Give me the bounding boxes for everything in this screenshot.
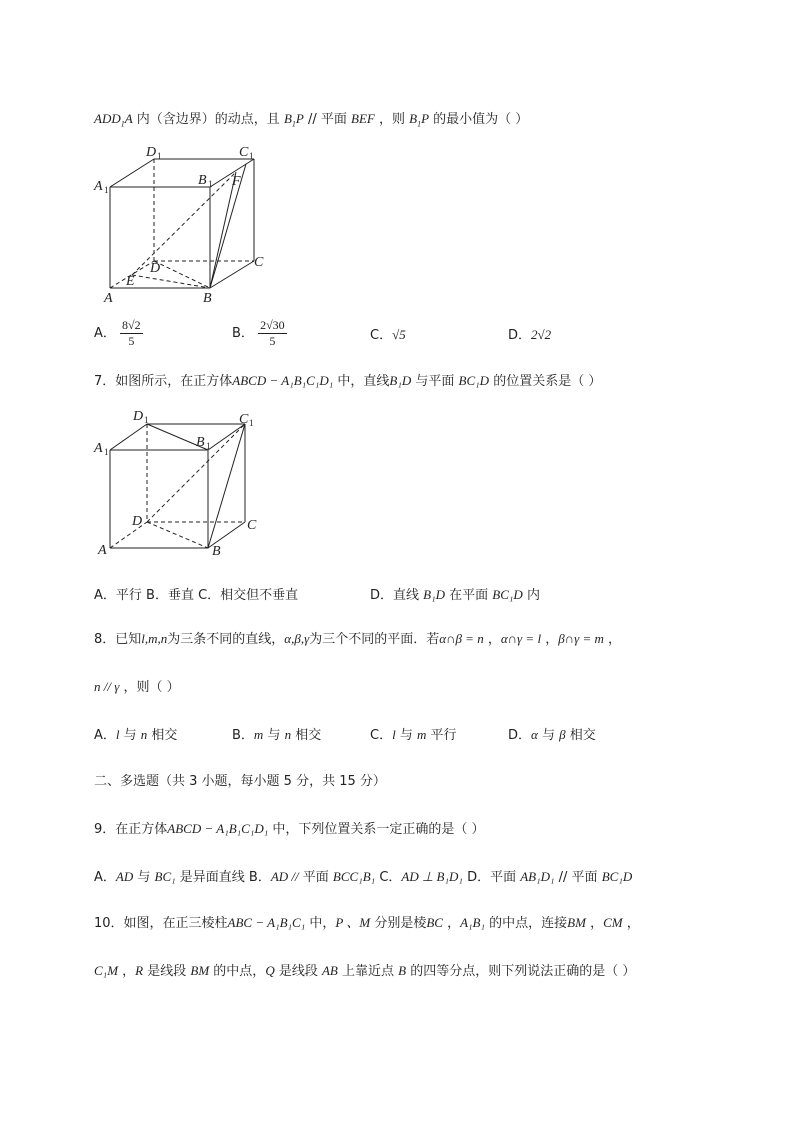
q8-cond3: β∩γ = m [558, 631, 604, 646]
fig2-sub-d1: 1 [144, 415, 149, 425]
fig2-sub-b1: 1 [206, 441, 211, 451]
q9-stem: 9．在正方体ABCD − A₁B₁C₁D₁ 中，下列位置关系一定正确的是（ ） [94, 821, 485, 837]
q8-planes: α,β,γ [284, 631, 310, 646]
q8-option-b[interactable]: B．m 与 n 相交 [232, 727, 322, 743]
fig1-label-b1: B [198, 173, 207, 188]
fig1-label-a1: A [94, 179, 103, 194]
q6-option-b[interactable]: B． $\frac{2√30}{5}$ [232, 318, 285, 348]
q6-option-a-fraction: $\frac{8√2}{5}$ [122, 318, 141, 348]
q7-plane: BC₁D [458, 373, 490, 388]
q9-cube: ABCD − A₁B₁C₁D₁ [167, 821, 269, 836]
q6-option-d[interactable]: D．2√2 [508, 327, 552, 343]
fig2-label-d1: D [133, 409, 144, 424]
fig2-sub-a1: 1 [104, 447, 109, 457]
q6-b1p-2: $B_1P$ [409, 111, 430, 129]
fig2-label-b: B [212, 544, 221, 559]
q8-cond1: α∩β = n [439, 631, 484, 646]
q6-cube-figure [92, 140, 282, 306]
q8-cond2: α∩γ = l [500, 631, 542, 646]
fig1-label-d1: D [146, 145, 157, 160]
fig1-label-c: C [254, 255, 264, 270]
q6-b1p: $B_1P$ [283, 111, 304, 129]
q8-option-c[interactable]: C．l 与 m 平行 [370, 727, 457, 743]
q6-option-b-fraction: $\frac{2√30}{5}$ [260, 318, 285, 348]
fig1-label-f: F [232, 174, 241, 189]
fig1-label-c1: C [239, 145, 249, 160]
q6-stem [94, 108, 528, 129]
q7-stem: 7．如图所示，在正方体ABCD − A₁B₁C₁D₁ 中，直线B₁D 与平面 BC₁D 的位置关系是（ ） [94, 373, 602, 389]
fig1-label-e: E [126, 274, 135, 289]
fig2-label-b1: B [196, 435, 205, 450]
q8-option-a[interactable]: A．l 与 n 相交 [94, 727, 178, 743]
fig2-sub-c1: 1 [249, 418, 254, 428]
q6-then: ，则 [374, 112, 410, 127]
q6-stem-math-add1a: $ADD_1A$ [94, 111, 133, 129]
q7-option-d[interactable]: D．直线 B₁D 在平面 BC₁D 内 [370, 587, 540, 603]
fig1-sub-b1: 1 [208, 179, 213, 189]
q6-option-c[interactable]: C．√5 [370, 327, 406, 343]
section2-title: 二、多选题（共 3 小题，每小题 5 分，共 15 分） [94, 774, 386, 789]
q9-options[interactable]: A．AD 与 BC₁ 是异面直线 B．AD // 平面 BCC₁B₁ C．AD ⊥ B₁D₁ D．平面 AB₁D₁ // 平面 BC₁D [94, 869, 633, 885]
q8-stem: 8．已知l,m,n为三条不同的直线，α,β,γ为三个不同的平面．若α∩β = n ，α∩γ = l ，β∩γ = m ， [94, 631, 621, 647]
q6-stem-text: 内（含边界）的动点，且 [132, 112, 284, 127]
q8-option-d[interactable]: D．α 与 β 相交 [508, 727, 596, 743]
fig2-label-a1: A [94, 441, 103, 456]
fig1-sub-a1: 1 [104, 185, 109, 195]
q10-stem: 10．如图，在正三棱柱ABC − A₁B₁C₁ 中，P 、M 分别是棱BC ，A₁B₁ 的中点，连接BM ，CM ， [94, 915, 640, 931]
fig1-sub-d1: 1 [157, 151, 162, 161]
fig2-label-c: C [247, 518, 257, 533]
q6-option-a[interactable]: A． $\frac{8√2}{5}$ [94, 318, 141, 348]
q6-parallel-text: // 平面 [303, 112, 352, 127]
q6-bef: BEF [351, 111, 375, 126]
fig1-label-a: A [104, 291, 113, 306]
q7-cube-figure [92, 404, 272, 560]
fig2-label-d: D [132, 514, 143, 529]
fig1-label-b: B [203, 291, 212, 306]
q6-stem-tail: 的最小值为（ ） [429, 112, 529, 127]
q10-stem-line2: C₁M ，R 是线段 BM 的中点，Q 是线段 AB 上靠近点 B 的四等分点，则下列说法正确的是（ ） [94, 963, 636, 979]
fig2-label-a: A [98, 543, 107, 558]
q7-options-abc[interactable]: A．平行 B．垂直 C．相交但不垂直 [94, 588, 299, 603]
fig1-sub-c1: 1 [249, 151, 254, 161]
q8-vars: l,m,n [141, 631, 168, 646]
q8-stem-line2: n // γ ，则（ ） [94, 679, 180, 695]
q7-line-b1d: B₁D [389, 373, 412, 388]
q7-cube: ABCD − A₁B₁C₁D₁ [232, 373, 334, 388]
fig2-label-c1: C [239, 412, 249, 427]
fig1-label-d: D [150, 261, 161, 276]
